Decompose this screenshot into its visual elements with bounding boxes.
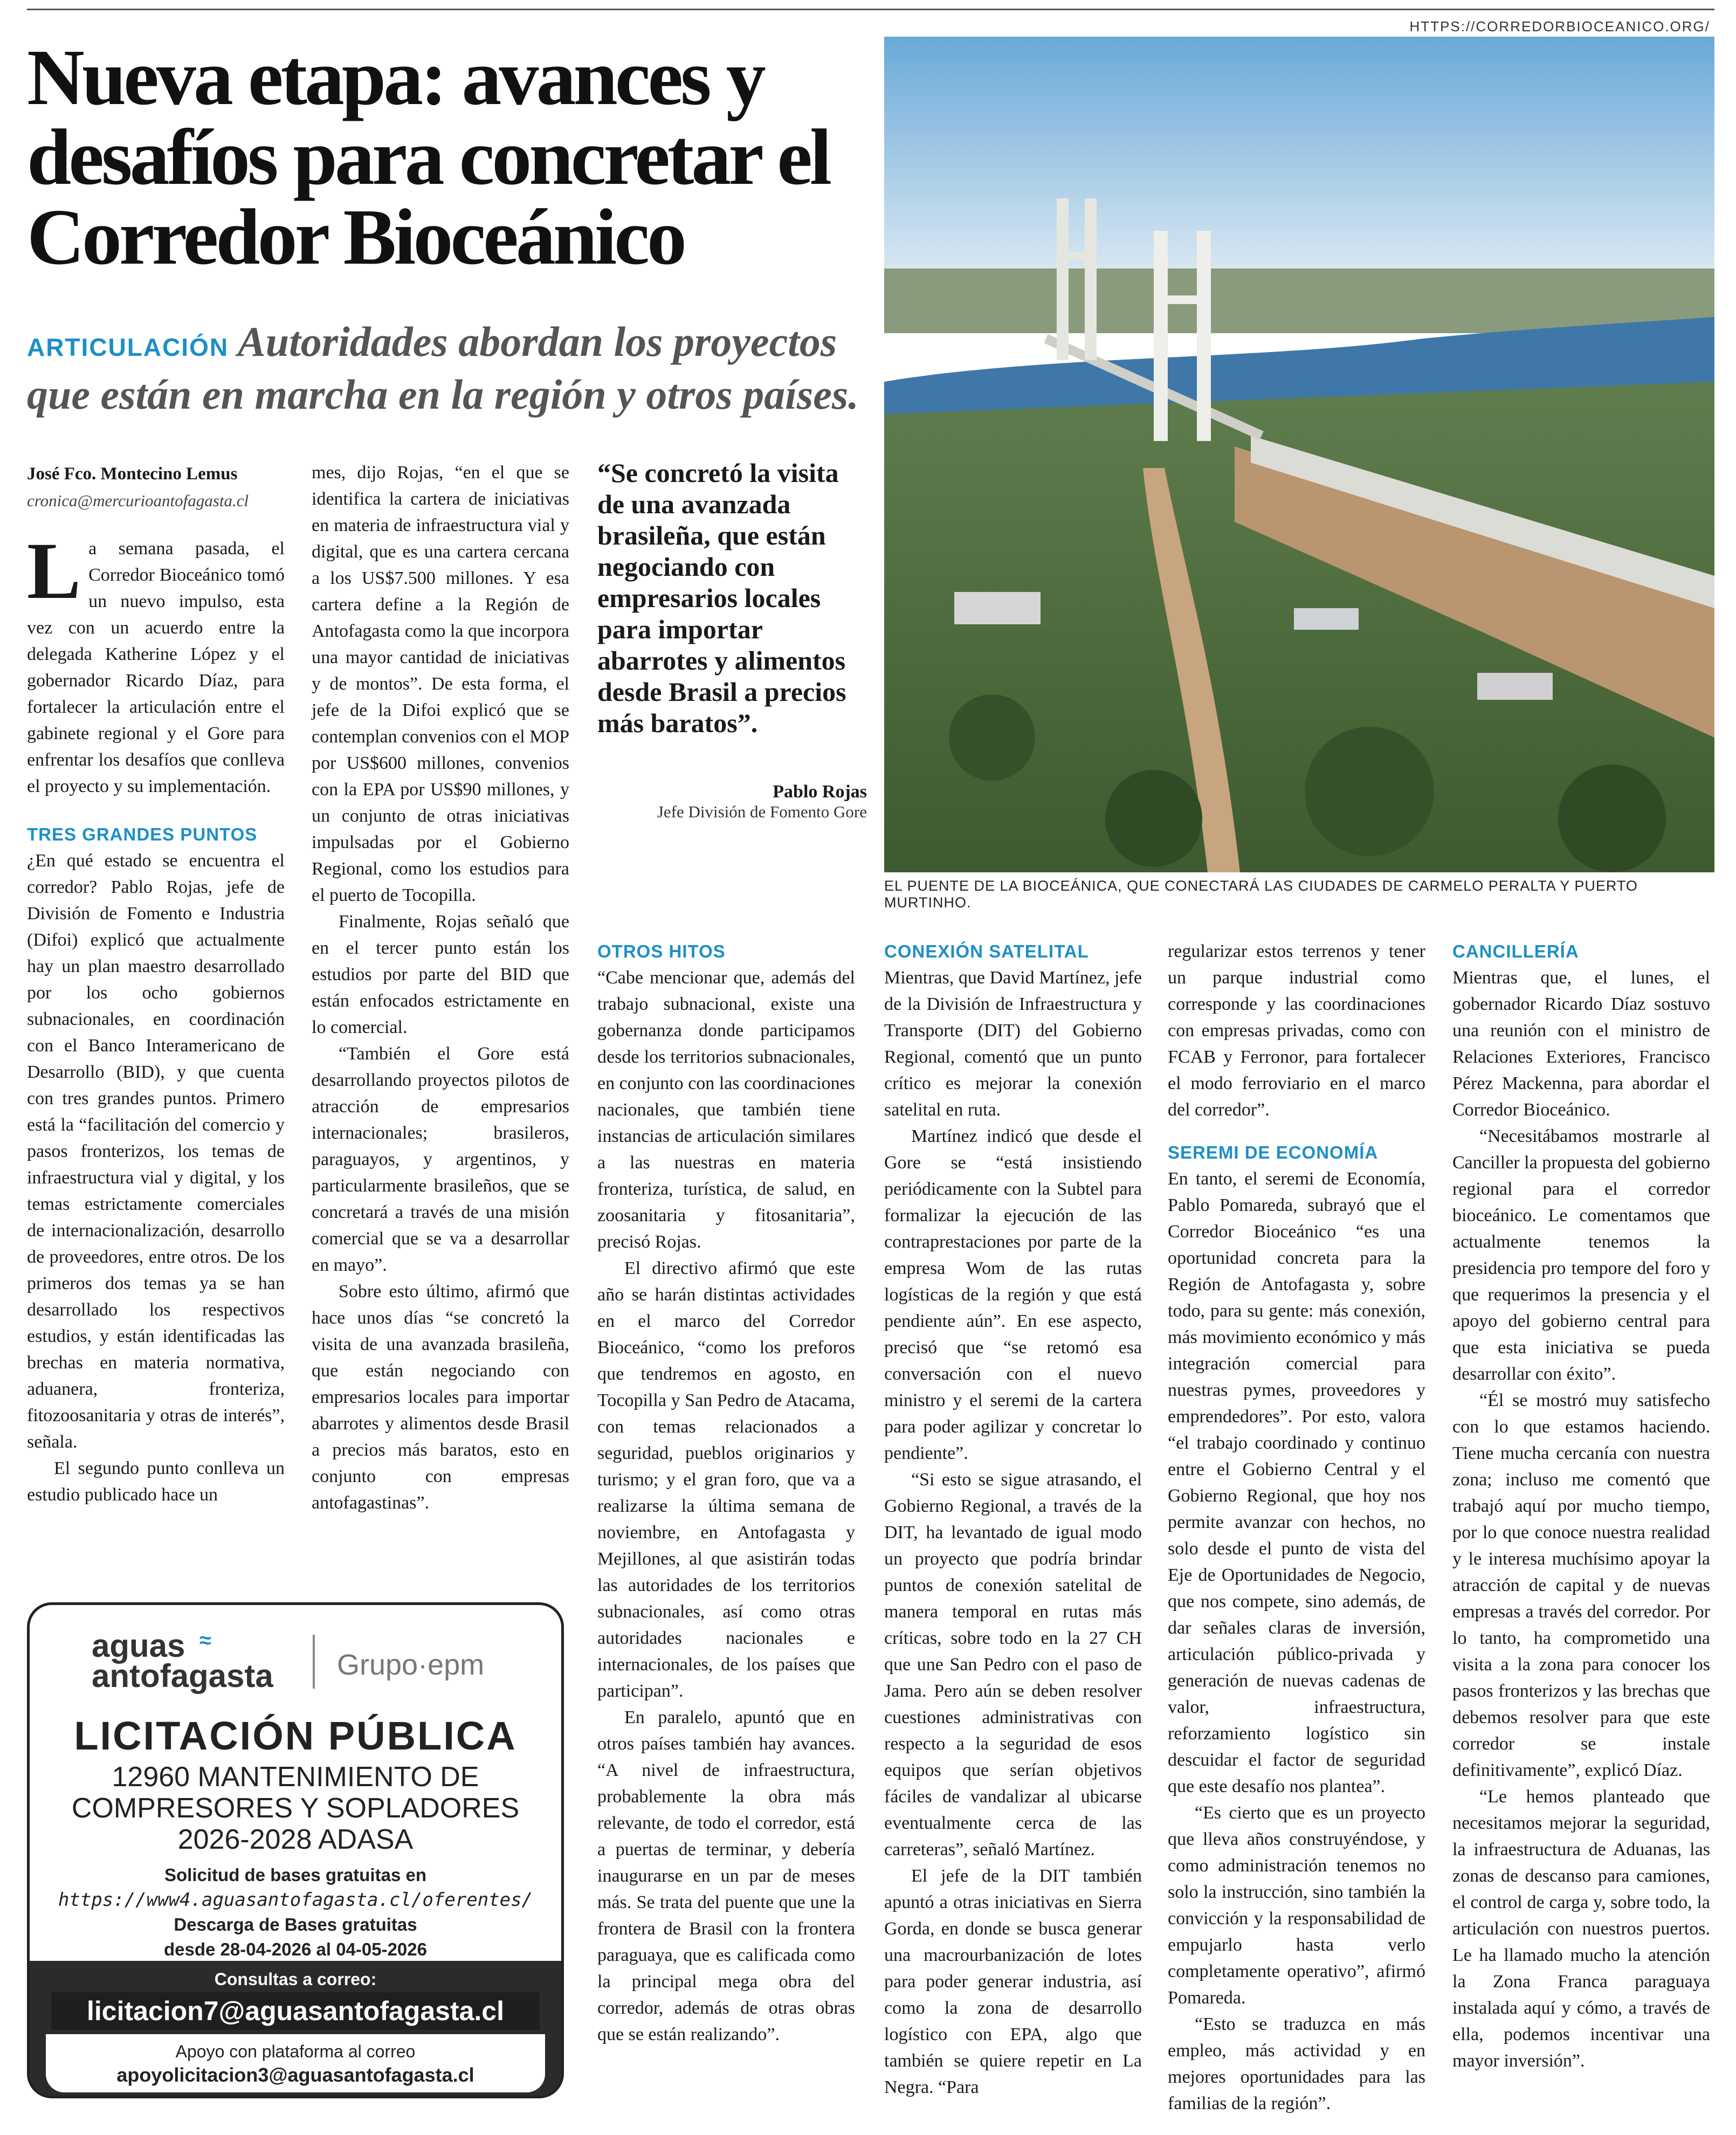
ad-bases-label: Solicitud de bases gratuitas en xyxy=(164,1865,426,1885)
ad-brand-line2: antofagasta xyxy=(92,1658,273,1694)
ad-support-email[interactable]: apoyolicitacion3@aguasantofagasta.cl xyxy=(116,2064,474,2086)
ad-subtitle xyxy=(30,1761,561,1855)
col1-paragraph: a semana pasada, el Corredor Bioceánico tomó un nuevo impulso, esta vez con un acuerdo entre la delegada Katherine López y el gobernador Ricardo Díaz, para fortalecer la articulación entre el gabinete regional y el Gore para enfrentar los desafíos que conlleva el proyecto y su implementación. xyxy=(27,539,285,796)
drop-cap: L xyxy=(27,526,81,616)
ad-support-label: Apoyo con plataforma al correo xyxy=(175,2042,416,2061)
col3-paragraph: El directivo afirmó que este año se harán distintas actividades en el marco del Corredor Bioceánico, “como los preforos que tendremos en agosto, en Tocopilla y San Pedro de Atacama, con temas relacionados a seguridad, pueblos originarios y turismo; y el gran foro, que va a realizarse la última semana de noviembre, en Antofagasta y Mejillones, al que asistirán todas las autoridades de los territorios subnacionales, así como otras autoridades nacionales e internacionales, de los países que participan”. xyxy=(597,1258,855,1701)
col4-paragraph: El jefe de la DIT también apuntó a otras iniciativas en Sierra Gorda, en donde se busca generar una macrourbanización de lotes para poder generar industria, así como la zona de desarrollo logístico con EPA, algo que también se quiere repetir en La Negra. “Para xyxy=(884,1866,1142,2097)
ad-brand xyxy=(92,1628,273,1694)
col5-paragraph: “Esto se traduzca en más empleo, más actividad y en mejores oportunidades para las familias de la región”. xyxy=(1168,2014,1425,2113)
col4-paragraph: “Si esto se sigue atrasando, el Gobierno Regional, a través de la DIT, ha levantado de igual modo un proyecto que podría brindar puntos de conexión satelital de manera temporal en rutas más críticas, sobre todo en la 27 CH que une San Pedro con el paso de Jama. Pero aún se deben resolver cuestiones administrativas con respecto a la seguridad de esos equipos que serían objetivos fáciles de vandalizar al ubicarse eventualmente cerca de las carreteras”, señaló Martínez. xyxy=(884,1470,1142,1859)
pull-quote-role: Jefe División de Fomento Gore xyxy=(657,802,867,821)
section-heading: TRES GRANDES PUNTOS xyxy=(27,824,258,844)
col5-paragraph: “Es cierto que es un proyecto que lleva años construyéndose, y como administración tenemos no solo la instrucción, sino también la convicción y la responsabilidad de empujarlo hasta verlo completamente operativo”, afirmó Pomareda. xyxy=(1168,1803,1425,2008)
ad-title: LICITACIÓN PÚBLICA xyxy=(74,1713,517,1758)
col5-paragraph: En tanto, el seremi de Economía, Pablo Pomareda, subrayó que el Corredor Bioceánico “es una oportunidad concreta para la Región de Antofagasta y, sobre todo, para su gente: más conexión, más movimiento económico y más integración comercial para nuestras pymes, proveedores y emprendedores”. Por esto, valora “el trabajo coordinado y continuo entre el Gobierno Central y el Gobierno Regional, que hoy nos permite avanzar con hechos, no solo desde el punto de vista del Eje de Oportunidades de Negocio, que nos compete, sino además, de dar señales claras de inversión, articulación público-privada y generación de nuevas cadenas de valor, infraestructura, reforzamiento logístico sin descuidar el factor de seguridad que este desafío nos plantea”. xyxy=(1168,1169,1425,1796)
ad-download-dates: desde 28-04-2026 al 04-05-2026 xyxy=(163,1939,427,1959)
col3-paragraph: En paralelo, apuntó que en otros países también hay avances. “A nivel de infraestructura, probablemente la obra más relevante, de todo el corredor, está a puertas de terminar, y debería inaugurarse en un par de meses más. Se trata del puente que une la frontera de Brasil con la frontera paraguaya, que es calificada como la principal mega obra del corredor, además de otras obras que se están realizando”. xyxy=(597,1707,855,2044)
col4-paragraph: Mientras, que David Martínez, jefe de la División de Infraestructura y Transporte (DIT) del Gobierno Regional, comentó que un punto crítico es mejorar la conexión satelital en ruta. xyxy=(884,968,1142,1120)
ad-bases xyxy=(30,1863,561,1962)
ad-brand-line1: aguas xyxy=(92,1628,185,1664)
col2-paragraph: Sobre esto último, afirmó que hace unos días “se concretó la visita de una avanzada brasileña, que están negociando con empresarios locales para importar abarrotes y alimentos desde Brasil a precios más baratos, esto en conjunto con empresas antofagastinas”. xyxy=(312,1282,569,1513)
deck xyxy=(27,318,873,418)
ad-contact-label: Consultas a correo: xyxy=(214,1969,377,1989)
bridge-photo-illustration xyxy=(884,37,1714,872)
pull-quote-name: Pablo Rojas xyxy=(773,782,867,802)
source-url: HTTPS://CORREDORBIOCEANICO.ORG/ xyxy=(1409,18,1710,35)
section-heading: CONEXIÓN SATELITAL xyxy=(884,941,1089,961)
pull-quote-text: “Se concretó la visita de una avanzada brasileña, que están negociando con empresarios locales para importar abarrotes y alimentos desde Brasil a precios más baratos”. xyxy=(597,458,846,738)
byline-author: José Fco. Montecino Lemus xyxy=(27,464,238,484)
photo-caption: EL PUENTE DE LA BIOCEÁNICA, QUE CONECTARÁ LAS CIUDADES DE CARMELO PERALTA Y PUERTO MURTINHO. xyxy=(884,878,1638,911)
section-heading: SEREMI DE ECONOMÍA xyxy=(1168,1142,1379,1162)
col2-paragraph: mes, dijo Rojas, “en el que se identifica la cartera de iniciativas en materia de infraestructura vial y digital, que es una cartera cercana a los US$7.500 millones. Y esa cartera define a la Región de Antofagasta como la que incorpora una mayor cantidad de iniciativas y de montos”. De esta forma, el jefe de la Difoi explicó que se contemplan convenios con el MOP por US$600 millones, convenios con la EPA por US$90 millones, y un conjunto de otras iniciativas impulsadas por el Gobierno Regional, como los estudios para el puerto de Tocopilla. xyxy=(312,463,569,905)
ad-support xyxy=(46,2034,545,2092)
deck-text: Autoridades abordan los proyectos que están en marcha en la región y otros países. xyxy=(27,318,859,418)
col6-paragraph: “Necesitábamos mostrarle al Canciller la propuesta del gobierno regional para el corredor bioceánico. Le comentamos que actualmente tenemos la presidencia pro tempore del foro y que requerimos la presencia y el apoyo del gobierno central para que esta iniciativa se pueda desarrollar con éxito”. xyxy=(1452,1126,1710,1384)
column-4 xyxy=(884,938,1142,2100)
column-5 xyxy=(1168,938,1425,2117)
col4-paragraph: Martínez indicó que desde el Gore se “está insistiendo periódicamente con la Subtel para formalizar la ejecución de las contraprestaciones por parte de la empresa Wom de las rutas logísticas de la región y que está pendiente aún”. En ese aspecto, precisó que “se retomó esa conversación con el nuevo ministro y el seremi de la cartera para poder agilizar y concretar lo pendiente”. xyxy=(884,1126,1142,1463)
col1-paragraph: ¿En qué estado se encuentra el corredor? Pablo Rojas, jefe de División de Fomento e Industria (Difoi) explicó que actualmente hay un plan maestro desarrollado por los ocho gobiernos subnacionales, en coordinación con el Banco Interamericano de Desarrollo (BID), y que cuenta con tres grandes puntos. Primero está la “facilitación del comercio y pasos fronterizos, los temas de infraestructura vial y digital, y los temas estrictamente comerciales de internacionalización, desarrollo de proveedores, entre otros. De los primeros dos temas ya se han desarrollado los respectivos estudios, y están identificadas las brechas en materia normativa, aduanera, fronteriza, fitozoosanitaria y otras de interés”, señala. xyxy=(27,851,285,1452)
bridge-photo xyxy=(884,37,1714,872)
byline-email: cronica@mercurioantofagasta.cl xyxy=(27,491,249,510)
col6-paragraph: Mientras que, el lunes, el gobernador Ricardo Díaz sostuvo una reunión con el ministro de Relaciones Exteriores, Francisco Pérez Mackenna, para abordar el Corredor Bioceánico. xyxy=(1452,968,1710,1120)
ad-subtitle-2: COMPRESORES Y SOPLADORES xyxy=(71,1793,520,1824)
col3-paragraph: “Cabe mencionar que, además del trabajo subnacional, existe una gobernanza donde participamos desde los territorios subnacionales, en conjunto con las coordinaciones nacionales, que también tiene instancias de articulación similares a las nuestras en materia fronteriza, turística, de salud, en zoosanitaria y fitosanitaria”, precisó Rojas. xyxy=(597,968,855,1252)
column-1 xyxy=(27,461,285,1508)
headline: Nueva etapa: avances y desafíos para concretar el Corredor Bioceánico xyxy=(27,33,830,281)
column-3 xyxy=(597,938,855,2048)
col1-paragraph: El segundo punto conlleva un estudio publicado hace un xyxy=(27,1458,285,1505)
col2-paragraph: “También el Gore está desarrollando proyectos pilotos de atracción de empresarios internacionales; brasileros, paraguayos, y argentinos, y particularmente brasileños, que se concretará a través de una misión comercial que se va a desarrollar en mayo”. xyxy=(312,1044,569,1275)
section-heading: OTROS HITOS xyxy=(597,941,726,961)
column-6 xyxy=(1452,938,1710,2074)
col5-paragraph: regularizar estos terrenos y tener un parque industrial como corresponde y las coordinaciones con empresas privadas, como con FCAB y Ferronor, para fortalecer el modo ferroviario en el marco del corredor”. xyxy=(1168,941,1425,1120)
section-heading: CANCILLERÍA xyxy=(1452,941,1579,961)
ad-group: Grupo·epm xyxy=(337,1649,485,1681)
ad-divider xyxy=(313,1635,315,1689)
ad-brand-logo-icon: ≈ xyxy=(199,1629,211,1652)
top-rule xyxy=(27,9,1714,10)
column-2 xyxy=(312,459,569,1516)
ad-subtitle-1: 12960 MANTENIMIENTO DE xyxy=(112,1761,479,1793)
ad-contact-box xyxy=(30,1961,561,2096)
col2-paragraph: Finalmente, Rojas señaló que en el tercer punto están los estudios por parte del BID que están enfocados estrictamente en lo comercial. xyxy=(312,912,569,1037)
ad-contact-email[interactable]: licitacion7@aguasantofagasta.cl xyxy=(51,1992,540,2030)
deck-kicker: ARTICULACIÓN xyxy=(27,333,229,361)
col6-paragraph: “Le hemos planteado que necesitamos mejorar la seguridad, la infraestructura de Aduanas, las zonas de descanso para camiones, el control de carga y, sobre todo, la articulación con nuestros puertos. Le ha llamado mucho la atención la Zona Franca paraguaya instalada aquí y cómo, a través de ella, podemos incentivar una mayor inversión”. xyxy=(1452,1787,1710,2071)
pull-quote xyxy=(597,457,867,822)
ad-subtitle-3: 2026-2028 ADASA xyxy=(177,1824,414,1855)
ad-download-label: Descarga de Bases gratuitas xyxy=(174,1914,417,1934)
ad-bases-url[interactable]: https://www4.aguasantofagasta.cl/oferentes/ xyxy=(58,1889,533,1911)
col6-paragraph: “Él se mostró muy satisfecho con lo que estamos haciendo. Tiene mucha cercanía con nuestra zona; incluso me comentó que trabajó aquí por mucho tiempo, por lo que conoce nuestra realidad y le interesa muchísimo apoyar la atracción de capital y de nuevas empresas a través del corredor. Por lo tanto, ha comprometido una visita a la zona para conocer los pasos fronterizos y las brechas que debemos resolver para que este corredor se instale definitivamente”, explicó Díaz. xyxy=(1452,1390,1710,1780)
ad-licitacion xyxy=(27,1602,564,2098)
